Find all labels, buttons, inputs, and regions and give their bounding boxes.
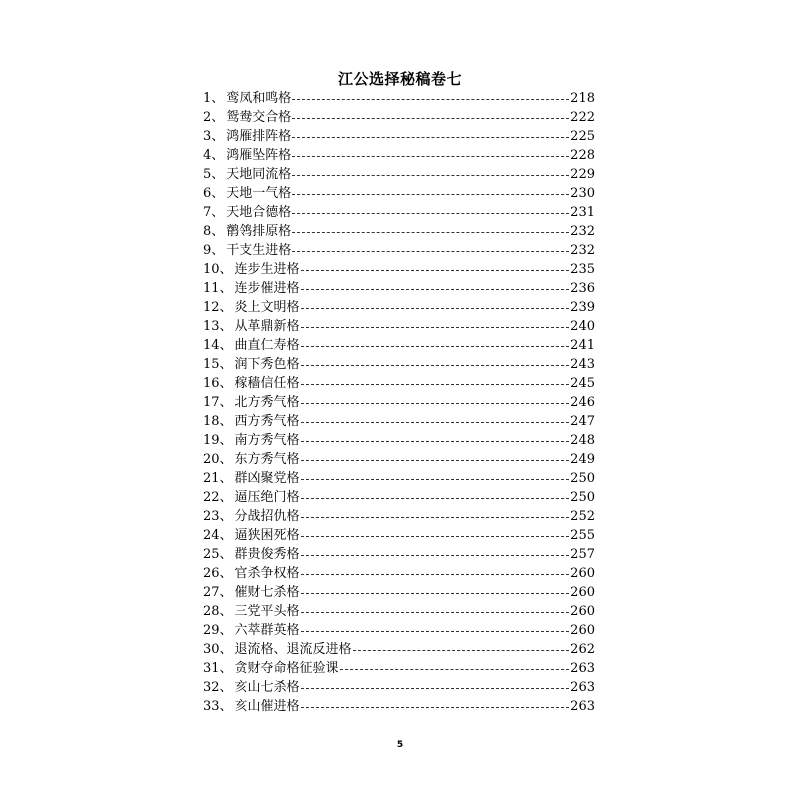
toc-entry-label: 亥山催进格: [234, 699, 300, 714]
dot-leader: [301, 631, 570, 632]
dot-leader: [301, 403, 570, 404]
dot-leader: [292, 118, 569, 119]
toc-entry-number: 27、: [203, 585, 233, 600]
toc-entry-label: 鸿雁坠阵格: [226, 148, 292, 163]
toc-entry-label: 退流格、退流反进格: [234, 642, 352, 657]
toc-entry-label: 东方秀气格: [234, 452, 300, 467]
toc-entry: [203, 336, 595, 355]
toc-entry-number: 21、: [203, 471, 233, 486]
dot-leader: [301, 536, 570, 537]
toc-entry-number: 15、: [203, 357, 233, 372]
toc-entry-page: 260: [570, 623, 595, 638]
toc-entry-page: 241: [570, 338, 595, 353]
toc-entry-label: 鸳鸯交合格: [226, 110, 292, 125]
dot-leader: [301, 612, 570, 613]
toc-entry: [203, 317, 595, 336]
toc-entry-number: 17、: [203, 395, 233, 410]
dot-leader: [292, 99, 569, 100]
toc-entry: [203, 393, 595, 412]
toc-entry-label: 鸾凤和鸣格: [226, 91, 292, 106]
toc-entry-page: 232: [570, 224, 595, 239]
toc-entry-label: 西方秀气格: [234, 414, 300, 429]
toc-entry-label: 从革鼎新格: [234, 319, 300, 334]
toc-entry-number: 31、: [203, 661, 233, 676]
dot-leader: [292, 251, 569, 252]
toc-entry-label: 贪财夺命格征验课: [234, 661, 339, 676]
toc-entry-label: 六萃群英格: [234, 623, 300, 638]
dot-leader: [301, 384, 570, 385]
toc-entry: [203, 469, 595, 488]
toc-entry-label: 北方秀气格: [234, 395, 300, 410]
toc-entry-number: 18、: [203, 414, 233, 429]
toc-entry: [203, 260, 595, 279]
toc-entry-page: 230: [570, 186, 595, 201]
dot-leader: [301, 308, 570, 309]
dot-leader: [292, 232, 569, 233]
dot-leader: [301, 460, 570, 461]
toc-entry-page: 252: [570, 509, 595, 524]
toc-entry-page: 232: [570, 243, 595, 258]
toc-entry-label: 炎上文明格: [234, 300, 300, 315]
dot-leader: [301, 688, 570, 689]
toc-entry-number: 3、: [203, 129, 225, 144]
toc-entry-label: 润下秀色格: [234, 357, 300, 372]
toc-entry-page: 255: [570, 528, 595, 543]
toc-entry-label: 催财七杀格: [234, 585, 300, 600]
toc-entry-label: 南方秀气格: [234, 433, 300, 448]
toc-entry: [203, 488, 595, 507]
dot-leader: [301, 479, 570, 480]
toc-entry-page: 218: [570, 91, 595, 106]
dot-leader: [301, 593, 570, 594]
dot-leader: [301, 365, 570, 366]
dot-leader: [292, 213, 569, 214]
toc-entry: [203, 640, 595, 659]
toc-entry-label: 群凶聚党格: [234, 471, 300, 486]
toc-entry-number: 16、: [203, 376, 233, 391]
toc-entry-number: 7、: [203, 205, 225, 220]
toc-entry-number: 22、: [203, 490, 233, 505]
dot-leader: [301, 498, 570, 499]
toc-entry: [203, 412, 595, 431]
page-number: 5: [396, 740, 404, 750]
toc-entry-page: 257: [570, 547, 595, 562]
toc-entry-page: 248: [570, 433, 595, 448]
toc-entry-label: 逼压绝门格: [234, 490, 300, 505]
toc-entry-number: 2、: [203, 110, 225, 125]
dot-leader: [301, 289, 570, 290]
toc-entry: [203, 583, 595, 602]
toc-entry: [203, 431, 595, 450]
toc-entry: [203, 621, 595, 640]
toc-entry-number: 11、: [203, 281, 233, 296]
toc-entry-page: 231: [570, 205, 595, 220]
dot-leader: [301, 422, 570, 423]
toc-entry-label: 三党平头格: [234, 604, 300, 619]
dot-leader: [301, 327, 570, 328]
toc-entry-label: 天地一气格: [226, 186, 292, 201]
toc-entry-page: 239: [570, 300, 595, 315]
toc-entry-page: 260: [570, 566, 595, 581]
toc-entry-page: 236: [570, 281, 595, 296]
toc-entry-label: 曲直仁寿格: [234, 338, 300, 353]
toc-entry-page: 228: [570, 148, 595, 163]
toc-entry: [203, 659, 595, 678]
toc-entry-number: 19、: [203, 433, 233, 448]
toc-entry-number: 4、: [203, 148, 225, 163]
dot-leader: [292, 175, 569, 176]
toc-entry: [203, 203, 595, 222]
dot-leader: [353, 650, 570, 651]
toc-entry: [203, 355, 595, 374]
toc-entry-number: 14、: [203, 338, 233, 353]
dot-leader: [340, 669, 570, 670]
dot-leader: [292, 156, 569, 157]
toc-entry-label: 鹡鸰排原格: [226, 224, 292, 239]
toc-entry: [203, 279, 595, 298]
toc-entry-number: 29、: [203, 623, 233, 638]
toc-entry-page: 260: [570, 585, 595, 600]
toc-entry-page: 250: [570, 471, 595, 486]
page-title: 江公选择秘稿卷七: [337, 70, 462, 88]
toc-entry-page: 263: [570, 661, 595, 676]
toc-entry-number: 12、: [203, 300, 233, 315]
dot-leader: [301, 441, 570, 442]
toc-entry-page: 235: [570, 262, 595, 277]
toc-entry: [203, 165, 595, 184]
toc-entry-page: 250: [570, 490, 595, 505]
toc-entry-label: 逼狭困死格: [234, 528, 300, 543]
toc-entry-page: 245: [570, 376, 595, 391]
dot-leader: [292, 137, 569, 138]
toc-entry-number: 28、: [203, 604, 233, 619]
toc-entry: [203, 526, 595, 545]
toc-entry-label: 连步催进格: [234, 281, 300, 296]
toc-entry-label: 官杀争权格: [234, 566, 300, 581]
toc-entry-page: 222: [570, 110, 595, 125]
toc-entry-page: 243: [570, 357, 595, 372]
toc-entry-number: 26、: [203, 566, 233, 581]
toc-entry: [203, 602, 595, 621]
toc-entry-number: 33、: [203, 699, 233, 714]
dot-leader: [301, 574, 570, 575]
dot-leader: [301, 517, 570, 518]
toc-entry: [203, 450, 595, 469]
toc-entry-page: 263: [570, 680, 595, 695]
dot-leader: [301, 346, 570, 347]
toc-entry-label: 分战招仇格: [234, 509, 300, 524]
toc-entry-number: 30、: [203, 642, 233, 657]
toc-entry-page: 249: [570, 452, 595, 467]
toc-entry-page: 225: [570, 129, 595, 144]
toc-entry-number: 9、: [203, 243, 225, 258]
toc-entry-page: 262: [570, 642, 595, 657]
toc-entry-page: 247: [570, 414, 595, 429]
toc-entry: [203, 222, 595, 241]
toc-entry-number: 1、: [203, 91, 225, 106]
toc-entry-label: 群贵俊秀格: [234, 547, 300, 562]
toc-entry: [203, 184, 595, 203]
toc-entry-label: 连步生进格: [234, 262, 300, 277]
toc-entry-page: 260: [570, 604, 595, 619]
toc-entry: [203, 507, 595, 526]
toc-entry: [203, 108, 595, 127]
toc-entry: [203, 241, 595, 260]
toc-entry-page: 246: [570, 395, 595, 410]
toc-entry-number: 25、: [203, 547, 233, 562]
toc-entry-label: 亥山七杀格: [234, 680, 300, 695]
toc-entry: [203, 564, 595, 583]
toc-entry-label: 稼穑信任格: [234, 376, 300, 391]
dot-leader: [301, 555, 570, 556]
toc-entry: [203, 146, 595, 165]
dot-leader: [301, 707, 570, 708]
table-of-contents: [203, 89, 595, 716]
toc-entry-number: 32、: [203, 680, 233, 695]
toc-entry-number: 20、: [203, 452, 233, 467]
toc-entry: [203, 678, 595, 697]
toc-entry: [203, 89, 595, 108]
toc-entry: [203, 545, 595, 564]
toc-entry-page: 240: [570, 319, 595, 334]
toc-entry: [203, 374, 595, 393]
toc-entry: [203, 298, 595, 317]
toc-entry-number: 23、: [203, 509, 233, 524]
toc-entry-number: 13、: [203, 319, 233, 334]
toc-entry-page: 263: [570, 699, 595, 714]
toc-entry-label: 天地同流格: [226, 167, 292, 182]
toc-entry: [203, 697, 595, 716]
toc-entry: [203, 127, 595, 146]
toc-entry-number: 6、: [203, 186, 225, 201]
toc-entry-page: 229: [570, 167, 595, 182]
toc-entry-label: 天地合德格: [226, 205, 292, 220]
toc-entry-number: 24、: [203, 528, 233, 543]
toc-entry-number: 8、: [203, 224, 225, 239]
toc-entry-label: 干支生进格: [226, 243, 292, 258]
toc-entry-number: 10、: [203, 262, 233, 277]
toc-entry-label: 鸿雁排阵格: [226, 129, 292, 144]
dot-leader: [292, 194, 569, 195]
dot-leader: [301, 270, 570, 271]
toc-entry-number: 5、: [203, 167, 225, 182]
